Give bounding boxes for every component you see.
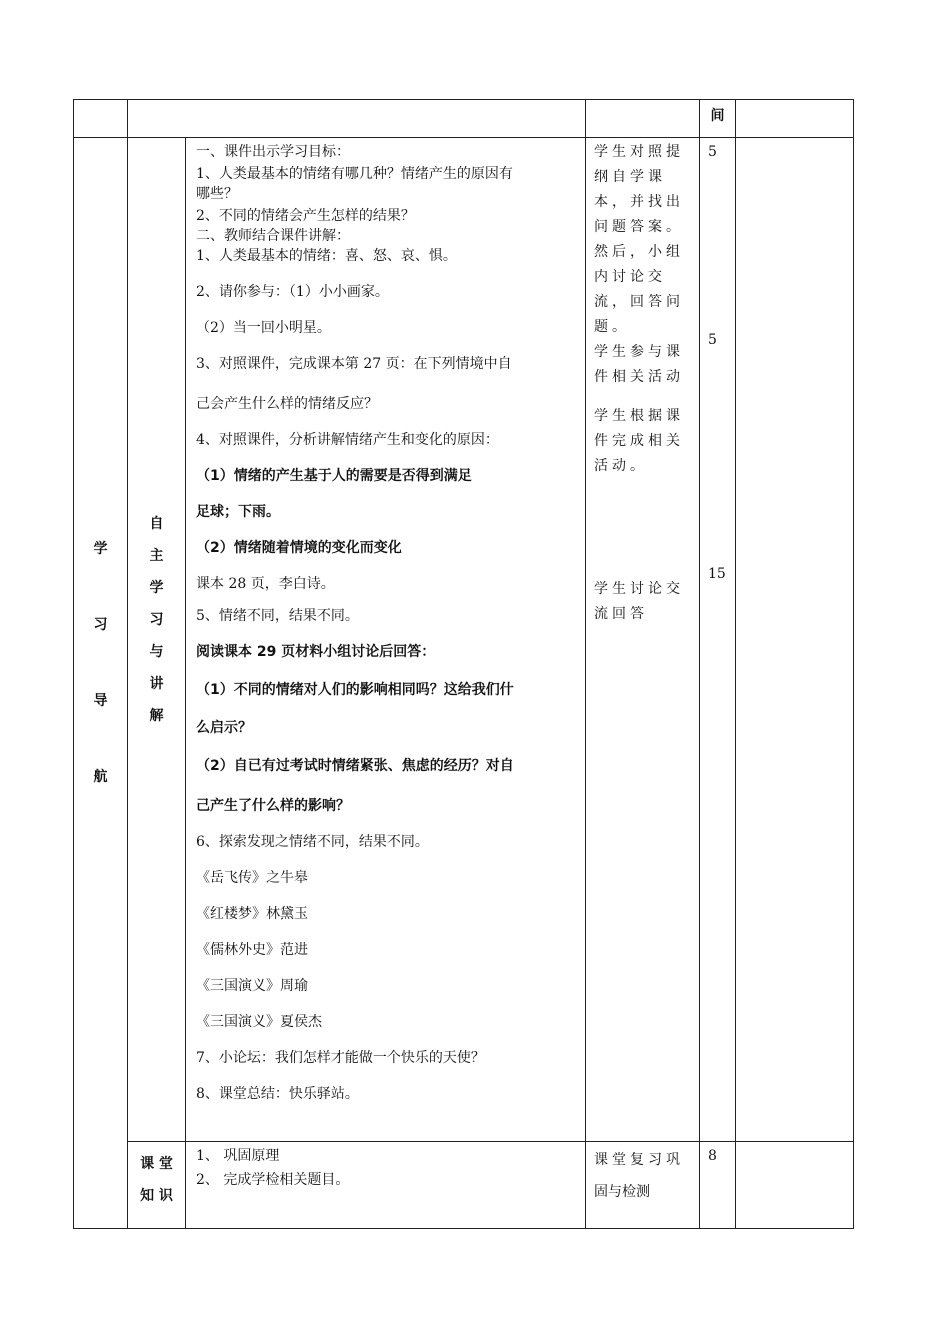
- knowledge-notes: [736, 1142, 854, 1229]
- knowledge-row: [74, 1142, 854, 1229]
- content-line: 6、探索发现之情绪不同，结果不同。: [196, 834, 429, 850]
- content-line: 4、对照课件，分析讲解情绪产生和变化的原因：: [196, 432, 499, 448]
- header-cell-section: [74, 100, 128, 138]
- header-cell-notes: [736, 100, 854, 138]
- subsection-char: 解: [149, 708, 164, 724]
- content-line: 己产生了什么样的影响？: [196, 798, 350, 814]
- knowledge-item: 2、 完成学检相关题目。: [196, 1172, 350, 1188]
- time-value: 5: [708, 332, 717, 348]
- subsection-char: 习: [149, 612, 164, 628]
- header-cell-content: [128, 100, 586, 138]
- content-line: （2）情绪随着情境的变化而变化: [196, 540, 402, 556]
- content-line: 《岳飞传》之牛皋: [196, 870, 308, 886]
- knowledge-activity-line: 固与检测: [594, 1184, 650, 1200]
- content-line: 么启示？: [196, 720, 252, 736]
- content-line: 阅读课本 29 页材料小组讨论后回答：: [196, 644, 436, 660]
- activity-text: 学生参与课件相关活动: [594, 344, 684, 385]
- section-char: 习: [93, 617, 108, 633]
- subsection-char: 自: [149, 516, 164, 532]
- knowledge-content: [186, 1142, 586, 1229]
- section-char: 学: [93, 541, 108, 557]
- time-value: 15: [708, 566, 726, 582]
- content-line: 己会产生什么样的情绪反应？: [196, 396, 378, 412]
- content-line: 《儒林外史》范进: [196, 942, 308, 958]
- subsection-char: 讲: [149, 676, 164, 692]
- knowledge-activity-line: 课堂复习巩: [594, 1152, 684, 1168]
- student-activity: [586, 138, 700, 1142]
- content-line: 足球；下雨。: [196, 504, 280, 520]
- subsection-char: 主: [149, 548, 164, 564]
- content-line: 1、人类最基本的情绪：喜、怒、哀、惧。: [196, 248, 457, 264]
- activity-text: 学生讨论交流回答: [594, 581, 684, 622]
- subsection-label: [128, 138, 186, 1142]
- activity-text: 学生根据课件完成相关活动。: [594, 408, 684, 474]
- lesson-content: [186, 138, 586, 1142]
- content-line: 一、课件出示学习目标：: [196, 144, 350, 160]
- section-label: [74, 138, 128, 1229]
- knowledge-activity: [586, 1142, 700, 1229]
- knowledge-label-line: 知 识: [140, 1188, 173, 1204]
- section-char: 导: [93, 693, 108, 709]
- content-line: 2、不同的情绪会产生怎样的结果？: [196, 208, 415, 224]
- content-line: 《三国演义》周瑜: [196, 978, 308, 994]
- activity-text: 学生对照提纲自学课本，并找出问题答案。然后，小组内讨论交流，回答问题。: [594, 144, 684, 335]
- knowledge-time: 8: [700, 1142, 736, 1229]
- content-line: 5、情绪不同，结果不同。: [196, 608, 359, 624]
- header-time-label: 间: [700, 100, 736, 138]
- content-line: 7、小论坛：我们怎样才能做一个快乐的天使？: [196, 1050, 485, 1066]
- content-line: （1）情绪的产生基于人的需要是否得到满足: [196, 468, 472, 484]
- content-line: 《红楼梦》林黛玉: [196, 906, 308, 922]
- notes-cell: [736, 138, 854, 1142]
- content-line: （2）自已有过考试时情绪紧张、焦虑的经历？对自: [196, 758, 514, 774]
- time-column: [700, 138, 736, 1142]
- main-row: [74, 138, 854, 1142]
- content-line: 《三国演义》夏侯杰: [196, 1014, 322, 1030]
- content-line: 1、人类最基本的情绪有哪几种？情绪产生的原因有: [196, 166, 513, 182]
- content-line: 8、课堂总结：快乐驿站。: [196, 1086, 359, 1102]
- knowledge-label-line: 课 堂: [140, 1156, 173, 1172]
- content-line: 哪些？: [196, 186, 238, 202]
- header-cell-activity: [586, 100, 700, 138]
- content-line: （2）当一回小明星。: [196, 320, 331, 336]
- content-line: （1）不同的情绪对人们的影响相同吗？这给我们什: [196, 682, 514, 698]
- time-value: 5: [708, 144, 717, 160]
- content-line: 二、教师结合课件讲解：: [196, 228, 350, 244]
- lesson-plan-table: [73, 99, 854, 1229]
- header-row: [74, 100, 854, 138]
- content-line: 3、对照课件，完成课本第 27 页：在下列情境中自: [196, 356, 512, 372]
- section-char: 航: [93, 769, 108, 785]
- knowledge-item: 1、 巩固原理: [196, 1148, 280, 1164]
- knowledge-label: [128, 1142, 186, 1229]
- content-line: 2、请你参与：（1）小小画家。: [196, 284, 389, 300]
- content-line: 课本 28 页，李白诗。: [196, 576, 335, 592]
- subsection-char: 学: [149, 580, 164, 596]
- subsection-char: 与: [149, 644, 164, 660]
